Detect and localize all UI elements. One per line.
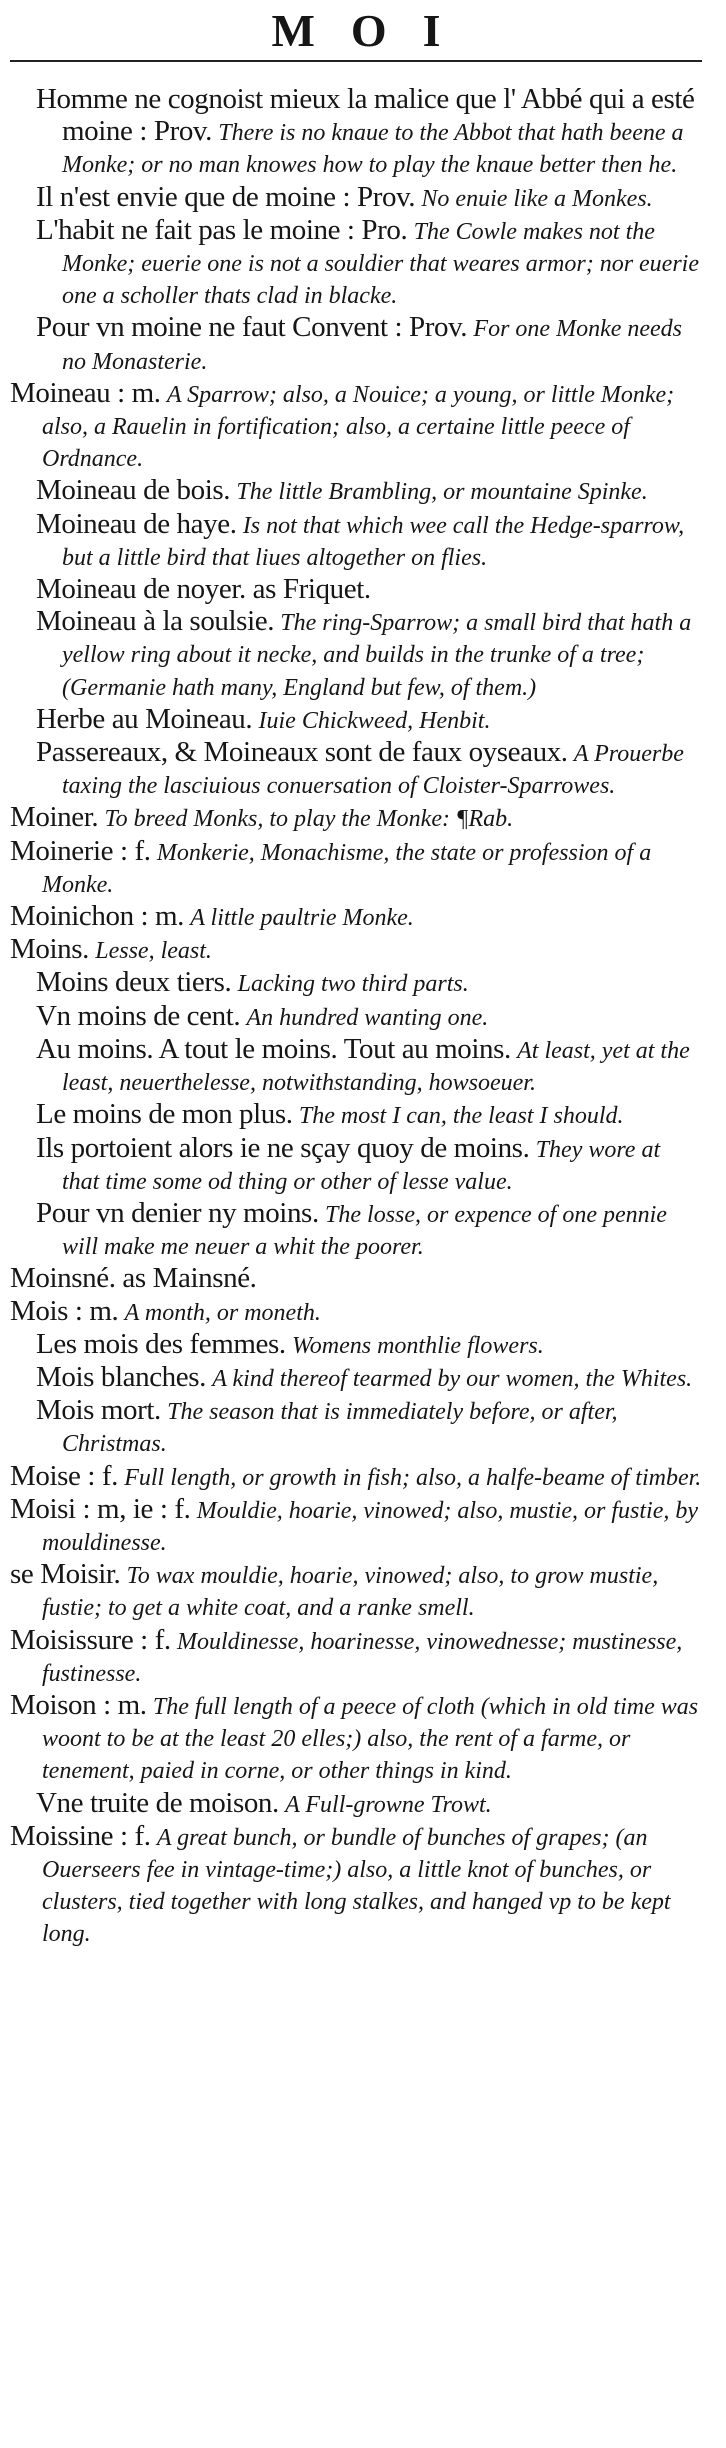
headword-entry [10, 1625, 702, 1690]
headword-text: Moins. [10, 933, 89, 966]
gloss-text: The most I can, the least I should. [298, 1103, 624, 1130]
gloss-text: At least, yet at the least, neuerthelesse, notwithstanding, howsoeuer. [62, 1037, 690, 1097]
headword-text: Au moins. A tout le moins. Tout au moins. [36, 1032, 511, 1065]
sub-entry [10, 737, 702, 802]
sub-entry [10, 1198, 702, 1263]
headword-text: Vn moins de cent. [36, 999, 241, 1032]
gloss-text: There is no knaue to the Abbot that hath beene a Monke; or no man knowes how to play the knaue better then he. [62, 120, 684, 179]
gloss-text: Monkerie, Monachisme, the state or profession of a Monke. [42, 839, 652, 898]
headword-text: Moinerie : f. [10, 834, 151, 867]
gloss-text: For one Monke needs no Monasterie. [62, 316, 683, 375]
sub-entry [10, 84, 702, 182]
headword-entry [10, 802, 702, 835]
sub-entry [10, 509, 702, 574]
sub-entry [10, 475, 702, 508]
headword-text: Il n'est envie que de moine : Prov. [36, 180, 416, 213]
sub-entry [10, 1395, 702, 1460]
headword-text: Moineau de bois. [36, 474, 231, 507]
headword-text: Moisissure : f. [10, 1623, 171, 1656]
headword-text: Pour vn denier ny moins. [36, 1196, 319, 1229]
headword-entry [10, 934, 702, 967]
headword-text: L'habit ne fait pas le moine : Pro. [36, 213, 408, 246]
gloss-text: The little Brambling, or mountaine Spinke. [236, 479, 648, 506]
gloss-text: A great bunch, or bundle of bunches of grapes; (an Ouerseers fee in vintage-time;) also, a little knot of bunches, or clusters, tied together with long stalkes, and hanged vp to be kept long. [42, 1824, 671, 1948]
gloss-text: Mouldinesse, hoarinesse, vinowednesse; mustinesse, fustinesse. [42, 1628, 683, 1687]
gloss-text: A Prouerbe taxing the lasciuious conuersation of Cloister-Sparrowes. [62, 741, 684, 800]
sub-entry [10, 1001, 702, 1034]
entry-list [10, 84, 702, 1951]
headword-text: Moison : m. [10, 1688, 147, 1721]
headword-text: Les mois des femmes. [36, 1327, 286, 1360]
sub-entry [10, 606, 702, 704]
headword-text: Mois : m. [10, 1294, 119, 1327]
headword-entry [10, 1296, 702, 1329]
gloss-text: The ring-Sparrow; a small bird that hath a yellow ring about it necke, and builds in the trunke of a tree; (Germanie hath many, England but few, of them.) [62, 610, 692, 701]
sub-entry [10, 967, 702, 1000]
gloss-text: To wax mouldie, hoarie, vinowed; also, to grow mustie, fustie; to get a white coat, and a ranke smell. [42, 1563, 659, 1622]
headword-text: Moinichon : m. [10, 900, 185, 933]
gloss-text: A little paultrie Monke. [190, 905, 414, 932]
gloss-text: A Full-growne Trowt. [285, 1791, 492, 1818]
sub-entry [10, 1788, 702, 1821]
sub-entry [10, 1133, 702, 1198]
headword-text: Ils portoient alors ie ne sçay quoy de moins. [36, 1131, 530, 1164]
headword-text: Moisi : m, ie : f. [10, 1492, 191, 1525]
headword-entry [10, 1559, 702, 1624]
headword-text: Moinsné. as Mainsné. [10, 1262, 257, 1295]
headword-text: Mois mort. [36, 1394, 161, 1427]
sub-entry [10, 215, 702, 313]
headword-text: Moineau de haye. [36, 507, 237, 540]
gloss-text: Lesse, least. [95, 938, 212, 965]
headword-text: Moineau à la soulsie. [36, 605, 275, 638]
headword-entry [10, 1494, 702, 1559]
headword-text: Mois blanches. [36, 1360, 206, 1393]
sub-entry [10, 1362, 702, 1395]
gloss-text: Is not that which wee call the Hedge-sparrow, but a little bird that liues altogether on flies. [62, 512, 685, 571]
headword-entry [10, 378, 702, 476]
headword-entry [10, 1461, 702, 1494]
sub-entry [10, 574, 702, 606]
gloss-text: They wore at that time some od thing or other of lesse value. [62, 1136, 661, 1195]
gloss-text: The season that is immediately before, or after, Christmas. [62, 1399, 618, 1458]
gloss-text: A kind thereof tearmed by our women, the Whites. [212, 1365, 693, 1392]
gloss-text: Lacking two third parts. [237, 971, 469, 998]
headword-text: Herbe au Moineau. [36, 702, 253, 735]
sub-entry [10, 312, 702, 377]
headword-text: Passereaux, & Moineaux sont de faux oyseaux. [36, 736, 568, 769]
gloss-text: No enuie like a Monkes. [421, 185, 653, 212]
headword-text: Moissine : f. [10, 1819, 151, 1852]
gloss-text: Iuie Chickweed, Henbit. [258, 707, 491, 734]
headword-text: se Moisir. [10, 1558, 121, 1591]
headword-text: Le moins de mon plus. [36, 1098, 293, 1131]
gloss-text: The full length of a peece of cloth (which in old time was woont to be at the least 20 elles;) also, the rent of a farme, or tenement, paied in corne, or other things in kind. [42, 1693, 699, 1785]
gloss-text: Mouldie, hoarie, vinowed; also, mustie, or fustie, by mouldinesse. [42, 1497, 699, 1556]
headword-text: Moineau : m. [10, 376, 161, 409]
headword-text: Pour vn moine ne faut Convent : Prov. [36, 311, 468, 344]
headword-text: Moise : f. [10, 1459, 118, 1492]
sub-entry [10, 1099, 702, 1132]
headword-entry [10, 901, 702, 934]
gloss-text: A month, or moneth. [124, 1299, 321, 1326]
gloss-text: The losse, or expence of one pennie will make me neuer a whit the poorer. [62, 1201, 667, 1261]
page-header: MOI [271, 5, 477, 56]
headword-text: Homme ne cognoist mieux la malice que l' Abbé qui a esté moine : Prov. [36, 83, 695, 148]
sub-entry [10, 182, 702, 215]
headword-text: Moineau de noyer. as Friquet. [36, 573, 371, 606]
gloss-text: The Cowle makes not the Monke; euerie one is not a souldier that weares armor; nor euerie one a scholler thats clad in blacke. [62, 218, 699, 310]
headword-text: Moins deux tiers. [36, 966, 232, 999]
sub-entry [10, 1329, 702, 1362]
sub-entry [10, 704, 702, 737]
gloss-text: An hundred wanting one. [246, 1004, 489, 1031]
sub-entry [10, 1034, 702, 1099]
headword-text: Vne truite de moison. [36, 1786, 279, 1819]
gloss-text: Full length, or growth in fish; also, a halfe-beame of timber. [124, 1464, 702, 1491]
header-rule [10, 60, 702, 62]
gloss-text: Womens monthlie flowers. [291, 1332, 544, 1359]
headword-entry [10, 836, 702, 901]
headword-entry [10, 1690, 702, 1788]
headword-text: Moiner. [10, 801, 99, 834]
gloss-text: To breed Monks, to play the Monke: ¶Rab. [104, 806, 514, 833]
headword-entry [10, 1821, 702, 1951]
gloss-text: A Sparrow; also, a Nouice; a young, or little Monke; also, a Rauelin in fortification; also, a certaine little peece of Ordnance. [42, 381, 675, 473]
headword-entry [10, 1263, 702, 1295]
